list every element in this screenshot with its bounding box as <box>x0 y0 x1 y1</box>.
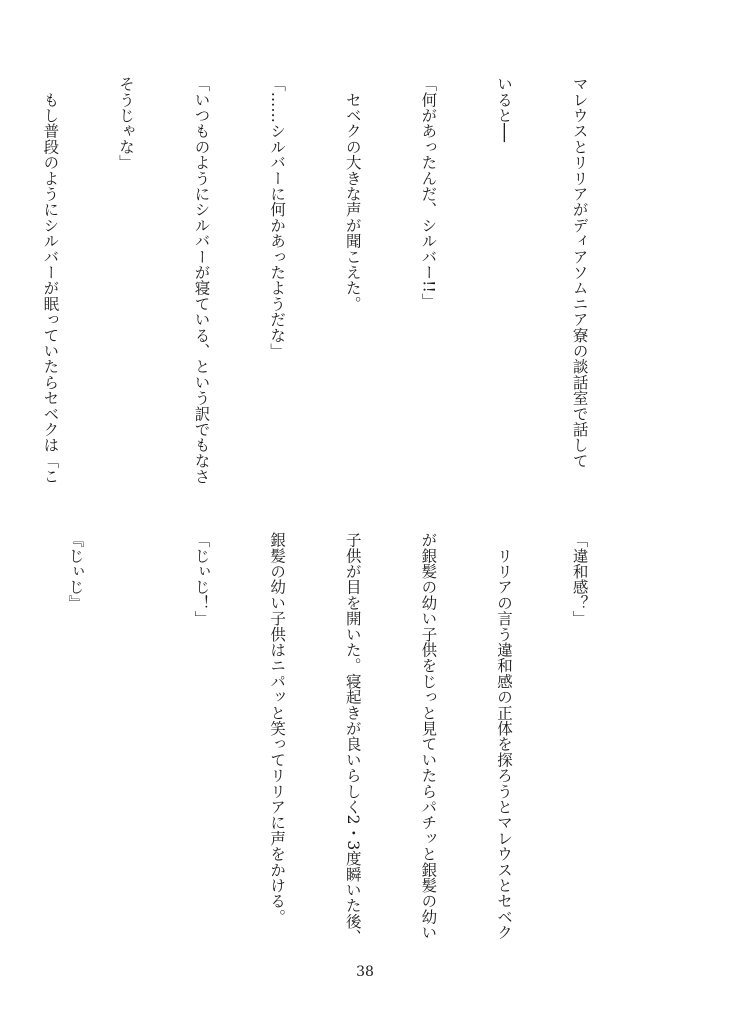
text-line: リリアの言う違和感の正体を探ろうとマレウスとセベク <box>494 532 513 941</box>
text-line: 「何があったんだ、シルバー!!」 <box>419 76 438 309</box>
text-line: 「いつものようにシルバーが寝ている、という訳でもなさ <box>192 76 211 485</box>
text-line: マレウスとリリアがディアソムニア寮の談話室で話して <box>570 76 589 469</box>
text-line: 「じぃじ！」 <box>192 532 211 627</box>
text-line: 『じぃじ』 <box>66 532 85 611</box>
text-line: そうじゃな」 <box>116 76 135 171</box>
text-line: 「……シルバーに何かあったようだな」 <box>268 76 287 359</box>
page-number: 38 <box>356 964 374 980</box>
text-line: 銀髪の幼い子供はニパッと笑ってリリアに声をかける。 <box>268 532 287 925</box>
text-line: もし普段のようにシルバーが眠っていたらセベクは「こ <box>41 76 60 485</box>
top-text-block <box>0 76 642 501</box>
text-line: 「違和感？」 <box>570 532 589 627</box>
bottom-text-block <box>0 532 642 958</box>
text-line: いると── <box>494 76 513 143</box>
text-line: 子供が目を開いた。寝起きが良いらしく2・3度瞬いた後、 <box>343 532 362 945</box>
text-line: セベクの大きな声が聞こえた。 <box>343 76 362 312</box>
text-line: が銀髪の幼い子供をじっと見ていたらパチッと銀髪の幼い <box>419 532 438 941</box>
